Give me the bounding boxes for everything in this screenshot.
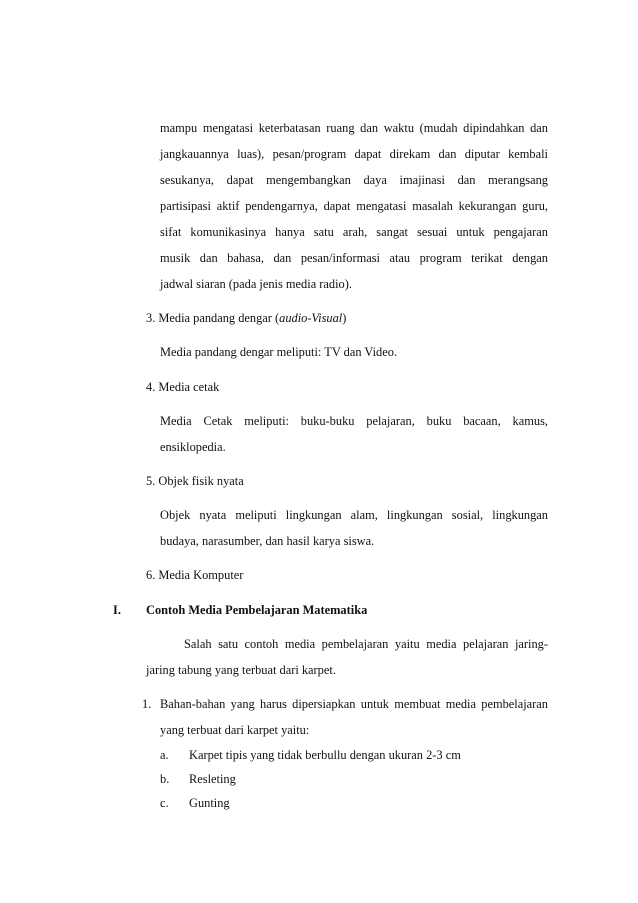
list-item-6-label: 6. Media Komputer <box>146 568 244 582</box>
paragraph-line-7: jadwal siaran (pada jenis media radio). <box>160 277 352 291</box>
list-item-5-body-1: Objek nyata meliputi lingkungan alam, lingkungan sosial, lingkungan <box>160 508 548 522</box>
section-numeral: I. <box>113 603 121 617</box>
paragraph-line-1: mampu mengatasi keterbatasan ruang dan waktu (mudah dipindahkan dan <box>160 121 548 135</box>
list-item-3-label <box>146 310 346 326</box>
list-item-4-body-1: Media Cetak meliputi: buku-buku pelajaran, buku bacaan, kamus, <box>160 414 548 428</box>
subitem-b-letter: b. <box>160 772 170 786</box>
list-1-line-2: yang terbuat dari karpet yaitu: <box>160 723 310 737</box>
intro-line-2: jaring tabung yang terbuat dari karpet. <box>146 663 336 677</box>
subitem-b-text: Resleting <box>189 772 236 786</box>
list-item-5-body-2: budaya, narasumber, dan hasil karya siswa. <box>160 534 375 548</box>
subitem-c-letter: c. <box>160 796 169 810</box>
list-item-3-close: ) <box>342 311 347 325</box>
paragraph-line-4: partisipasi aktif pendengarnya, dapat mengatasi masalah kekurangan guru, <box>160 199 548 213</box>
section-title: Contoh Media Pembelajaran Matematika <box>146 603 368 617</box>
subitem-c-text: Gunting <box>189 796 230 810</box>
subitem-a-letter: a. <box>160 748 169 762</box>
list-item-3-text: 3. Media pandang dengar ( <box>146 311 280 325</box>
paragraph-line-5: sifat komunikasinya hanya satu arah, sangat sesuai untuk pengajaran <box>160 225 548 239</box>
paragraph-line-2: jangkauannya luas), pesan/program dapat direkam dan diputar kembali <box>160 147 548 161</box>
paragraph-line-3: sesukanya, dapat mengembangkan daya imajinasi dan merangsang <box>160 173 548 187</box>
list-item-3-body: Media pandang dengar meliputi: TV dan Video. <box>160 345 398 359</box>
list-item-5-label: 5. Objek fisik nyata <box>146 474 244 488</box>
subitem-a-text: Karpet tipis yang tidak berbullu dengan ukuran 2-3 cm <box>189 748 461 762</box>
list-item-3-italic: audio-Visual <box>279 311 343 325</box>
paragraph-line-6: musik dan bahasa, dan pesan/informasi atau program terikat dengan <box>160 251 548 265</box>
list-1-number: 1. <box>142 697 152 711</box>
list-item-4-label: 4. Media cetak <box>146 380 220 394</box>
intro-line-1: Salah satu contoh media pembelajaran yaitu media pelajaran jaring- <box>184 637 548 651</box>
list-1-line-1: Bahan-bahan yang harus dipersiapkan untuk membuat media pembelajaran <box>160 697 548 711</box>
list-item-4-body-2: ensiklopedia. <box>160 440 226 454</box>
